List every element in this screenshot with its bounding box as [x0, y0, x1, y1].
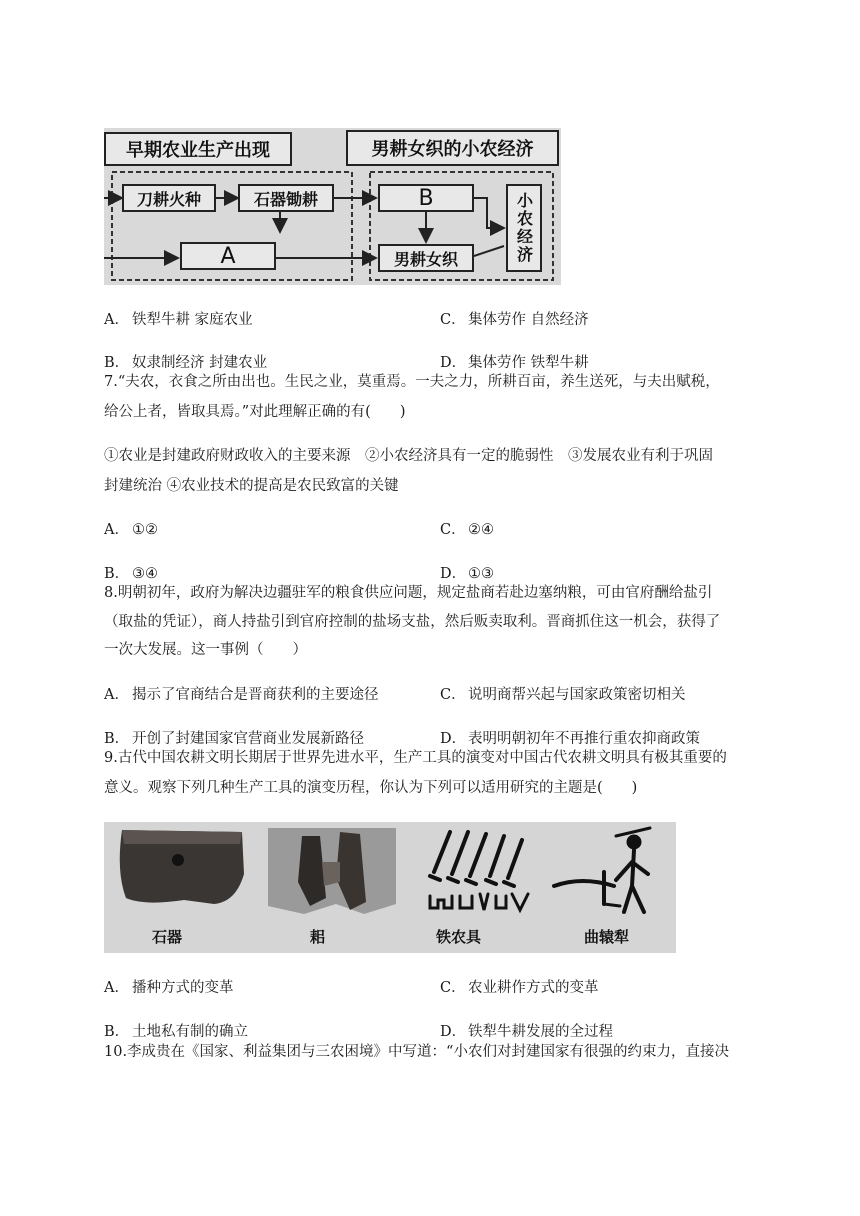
diagram-box-stone-hoe: 石器锄耕: [238, 184, 334, 212]
stone-tool-icon: [120, 830, 244, 904]
tool-label-si: 耜: [310, 928, 326, 946]
q9-option-a[interactable]: A． 播种方式的变革: [104, 980, 234, 996]
diagram-box-b: B: [378, 184, 474, 212]
diagram-right-title: 男耕女织的小农经济: [346, 130, 559, 166]
q9-option-b[interactable]: B． 土地私有制的确立: [104, 1024, 248, 1040]
q7-option-b[interactable]: B． ③④: [104, 566, 158, 582]
tool-label-iron: 铁农具: [436, 928, 482, 946]
q9-option-c[interactable]: C． 农业耕作方式的变革: [440, 980, 599, 996]
tool-label-stone: 石器: [152, 928, 183, 946]
q6-option-d[interactable]: D． 集体劳作 铁犁牛耕: [440, 355, 589, 371]
q6-option-c[interactable]: C． 集体劳作 自然经济: [440, 312, 589, 328]
q7-statements-line-2: 封建统治 ④农业技术的提高是农民致富的关键: [104, 478, 399, 494]
diagram-box-a: A: [180, 242, 276, 270]
diagram-left-title: 早期农业生产出现: [104, 132, 292, 166]
curved-shaft-plough-icon: [554, 828, 650, 912]
q8-option-d[interactable]: D． 表明明朝初年不再推行重农抑商政策: [440, 731, 700, 747]
agriculture-flow-diagram: [104, 128, 561, 285]
diagram-box-small-farm: 小农经济: [506, 184, 542, 272]
q9-option-d[interactable]: D． 铁犁牛耕发展的全过程: [440, 1024, 613, 1040]
q10-stem-line-1: 10.李成贵在《国家、利益集团与三农困境》中写道：“小农们对封建国家有很强的约束力，直接决: [104, 1044, 729, 1060]
q7-option-d[interactable]: D． ①③: [440, 566, 494, 582]
q8-option-c[interactable]: C． 说明商帮兴起与国家政策密切相关: [440, 687, 686, 703]
q7-statements-line-1: ①农业是封建政府财政收入的主要来源 ②小农经济具有一定的脆弱性 ③发展农业有利于巩固: [104, 448, 713, 464]
q8-option-a[interactable]: A． 揭示了官商结合是晋商获利的主要途径: [104, 687, 379, 703]
q8-stem-line-3: 一次大发展。这一事例（ ）: [104, 642, 307, 658]
q6-option-a[interactable]: A． 铁犁牛耕 家庭农业: [104, 312, 253, 328]
q9-stem-line-1: 9.古代中国农耕文明长期居于世界先进水平，生产工具的演变对中国古代农耕文明具有极其重要的: [104, 750, 727, 766]
q7-option-a[interactable]: A． ①②: [104, 522, 158, 538]
q8-stem-line-2: （取盐的凭证），商人持盐引到官府控制的盐场支盐，然后贩卖取利。晋商抓住这一机会，获得了: [104, 614, 721, 630]
q7-option-c[interactable]: C． ②④: [440, 522, 494, 538]
q9-stem-line-2: 意义。观察下列几种生产工具的演变历程，你认为下列可以适用研究的主题是( ): [104, 780, 638, 796]
tool-label-plough: 曲辕犁: [584, 928, 630, 946]
q6-option-b[interactable]: B． 奴隶制经济 封建农业: [104, 355, 268, 371]
q7-stem-line-2: 给公上者，皆取具焉。”对此理解正确的有( ): [104, 404, 406, 420]
q8-stem-line-1: 8.明朝初年，政府为解决边疆驻军的粮食供应问题，规定盐商若赴边塞纳粮，可由官府酬给盐引: [104, 585, 713, 601]
q7-stem-line-1: 7.“夫农，衣食之所由出也。生民之业，莫重焉。一夫之力，所耕百亩，养生送死，与夫出赋税，: [104, 374, 720, 390]
q8-option-b[interactable]: B． 开创了封建国家官营商业发展新路径: [104, 731, 364, 747]
si-spade-icon: [268, 828, 396, 914]
farm-tools-image: [104, 822, 676, 953]
diagram-box-men-women: 男耕女织: [378, 244, 474, 272]
diagram-box-slash-burn: 刀耕火种: [122, 184, 216, 212]
iron-tools-icon: [430, 832, 528, 910]
